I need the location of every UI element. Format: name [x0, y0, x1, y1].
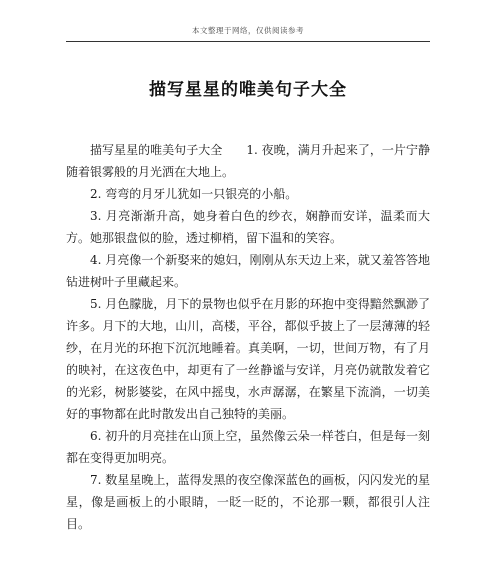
header-divider: [66, 41, 430, 42]
paragraph-item-6: 6. 初升的月亮挂在山顶上空，虽然像云朵一样苍白，但是每一刻都在变得更加明亮。: [66, 429, 430, 465]
paragraph-item-2: 2. 弯弯的月牙儿犹如一只银亮的小船。: [90, 187, 298, 201]
header-note: 本文整理于网络，仅供阅读参考: [192, 26, 304, 35]
document-title: 描写星星的唯美句子大全: [149, 80, 347, 100]
document-body: [66, 139, 430, 535]
paragraph-item-5: 5. 月色朦胧，月下的景物也似乎在月影的环抱中变得黯然飘渺了许多。月下的大地，山川，高楼，平谷，都似乎披上了一层薄薄的轻纱，在月光的环抱下沉沉地睡着。真美啊，一切，世间万物，有了月的映衬，在这夜色中，却更有了一丝静谧与安详，月亮仍就散发着它的光彩，树影婆娑，在风中摇曳，水声潺潺，在繁星下流淌，一切美好的事物都在此时散发出自己独特的美丽。: [66, 297, 430, 421]
paragraph-intro: 描写星星的唯美句子大全 1. 夜晚，满月升起来了，一片宁静随着银雾般的月光洒在大地上。: [66, 143, 430, 179]
paragraph-item-3: 3. 月亮渐渐升高，她身着白色的纱衣，娴静而安详，温柔而大方。她那银盘似的脸，透过柳梢，留下温和的笑容。: [66, 209, 430, 245]
paragraph-item-4: 4. 月亮像一个新娶来的媳妇，刚刚从东天边上来，就又羞答答地钻进树叶子里藏起来。: [66, 253, 430, 289]
paragraph-item-7: 7. 数星星晚上，蓝得发黑的夜空像深蓝色的画板，闪闪发光的星星，像是画板上的小眼睛，一眨一眨的，不论那一颗，都很引人注目。: [66, 473, 430, 531]
